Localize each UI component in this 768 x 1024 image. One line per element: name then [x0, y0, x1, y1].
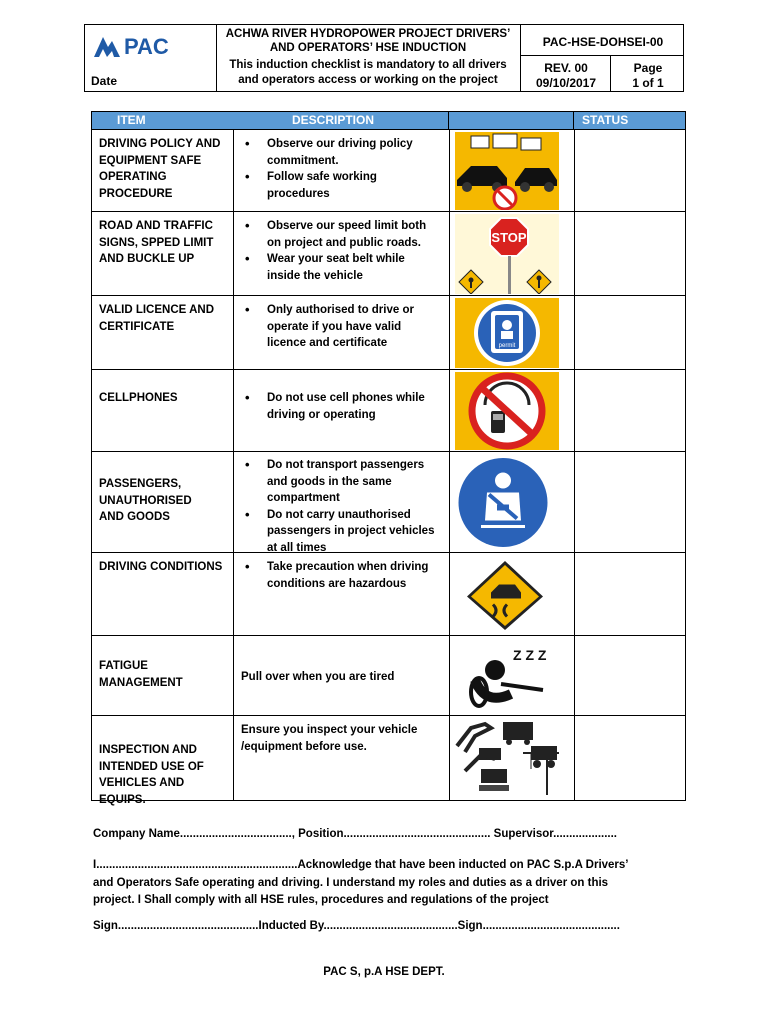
- svg-text:permit: permit: [498, 343, 516, 349]
- svg-text:Z Z Z: Z Z Z: [513, 647, 547, 663]
- document-title: ACHWA RIVER HYDROPOWER PROJECT DRIVERS’ AND OPERATORS’ HSE INDUCTION: [225, 28, 511, 54]
- column-header-item: ITEM: [117, 113, 146, 127]
- table-row: [91, 212, 686, 296]
- slippery-road-icon: [451, 555, 561, 634]
- description-bullet: • Observe our speed limit both on project and public roads.: [241, 218, 443, 251]
- description-bullet: • Take precaution when driving conditions are hazardous: [241, 559, 443, 592]
- row-description: [241, 218, 443, 284]
- seatbelt-icon: [451, 454, 561, 551]
- svg-text:PAC: PAC: [124, 34, 169, 59]
- row-description: [241, 559, 443, 592]
- induction-checklist-table: [91, 111, 686, 806]
- description-bullet: • Observe our driving policy commitment.: [241, 136, 443, 169]
- row-description: [241, 457, 443, 556]
- no-cellphone-icon: [451, 372, 561, 450]
- row-item-title: INSPECTION AND INTENDED USE OF VEHICLES AND EQUIPS.: [99, 744, 204, 806]
- table-row: [91, 452, 686, 553]
- column-header-status: STATUS: [582, 113, 629, 127]
- svg-text:STOP: STOP: [491, 230, 527, 245]
- row-description: Ensure you inspect your vehicle /equipment before use.: [241, 724, 418, 753]
- row-item-title: DRIVING POLICY AND EQUIPMENT SAFE OPERATING PROCEDURE: [99, 138, 221, 200]
- column-header-description: DESCRIPTION: [292, 113, 375, 127]
- row-item-title: DRIVING CONDITIONS: [99, 561, 223, 573]
- department-footer: PAC S, p.A HSE DEPT.: [323, 966, 445, 978]
- acknowledgement-text: I...............................................................Acknowledge that have been inducted on PAC S.p.A Drivers’ and Operators Safe operating and driving. I understand my roles and duties as a driver on this project. I Shall comply with all HSE rules, procedures and regulations of the project: [93, 859, 629, 906]
- company-name-line: Company Name..................................., Position.............................................. Supervisor....................: [93, 828, 618, 840]
- row-item-title: CELLPHONES: [99, 392, 178, 404]
- document-code: PAC-HSE-DOHSEI-00: [542, 35, 664, 49]
- fatigue-icon: [451, 638, 561, 714]
- row-item-title: VALID LICENCE AND CERTIFICATE: [99, 304, 214, 333]
- table-row: [91, 636, 686, 716]
- driving-policy-icon: [451, 132, 561, 210]
- table-row: [91, 130, 686, 212]
- signature-line: Sign............................................Inducted By..........................................Sign...........................................: [93, 920, 620, 932]
- stop-sign-icon: [451, 214, 561, 294]
- document-header: [84, 24, 684, 92]
- row-description: [241, 302, 443, 352]
- row-item-title: FATIGUE MANAGEMENT: [99, 660, 183, 689]
- revision-info: REV. 00 09/10/2017: [535, 61, 597, 90]
- date-label: Date: [91, 74, 118, 88]
- row-description: [241, 136, 443, 202]
- table-header-row: [91, 111, 686, 130]
- table-row: [91, 716, 686, 806]
- document-subtitle: This induction checklist is mandatory to all drivers and operators access or working on the project: [229, 59, 507, 86]
- table-row: [91, 553, 686, 636]
- column-header-icon: [448, 111, 574, 130]
- permit-icon: [451, 298, 561, 368]
- description-bullet: • Follow safe working procedures: [241, 169, 443, 202]
- table-row: [91, 296, 686, 370]
- description-bullet: • Wear your seat belt while inside the vehicle: [241, 251, 443, 284]
- pac-logo: [92, 31, 182, 59]
- row-item-title: ROAD AND TRAFFIC SIGNS, SPPED LIMIT AND BUCKLE UP: [99, 220, 214, 265]
- row-description: Pull over when you are tired: [241, 671, 395, 683]
- description-bullet: • Do not use cell phones while driving or operating: [241, 390, 443, 423]
- description-bullet: • Only authorised to drive or operate if you have valid licence and certificate: [241, 302, 443, 352]
- table-row: [91, 370, 686, 452]
- heavy-equipment-icon: [451, 718, 561, 799]
- row-description: [241, 390, 443, 423]
- description-bullet: • Do not transport passengers and goods in the same compartment: [241, 457, 443, 507]
- row-item-title: PASSENGERS, UNAUTHORISED AND GOODS: [99, 478, 192, 523]
- header-divider: [520, 55, 684, 56]
- page-info: Page 1 of 1: [632, 61, 664, 90]
- description-bullet: • Do not carry unauthorised passengers in project vehicles at all times: [241, 507, 443, 557]
